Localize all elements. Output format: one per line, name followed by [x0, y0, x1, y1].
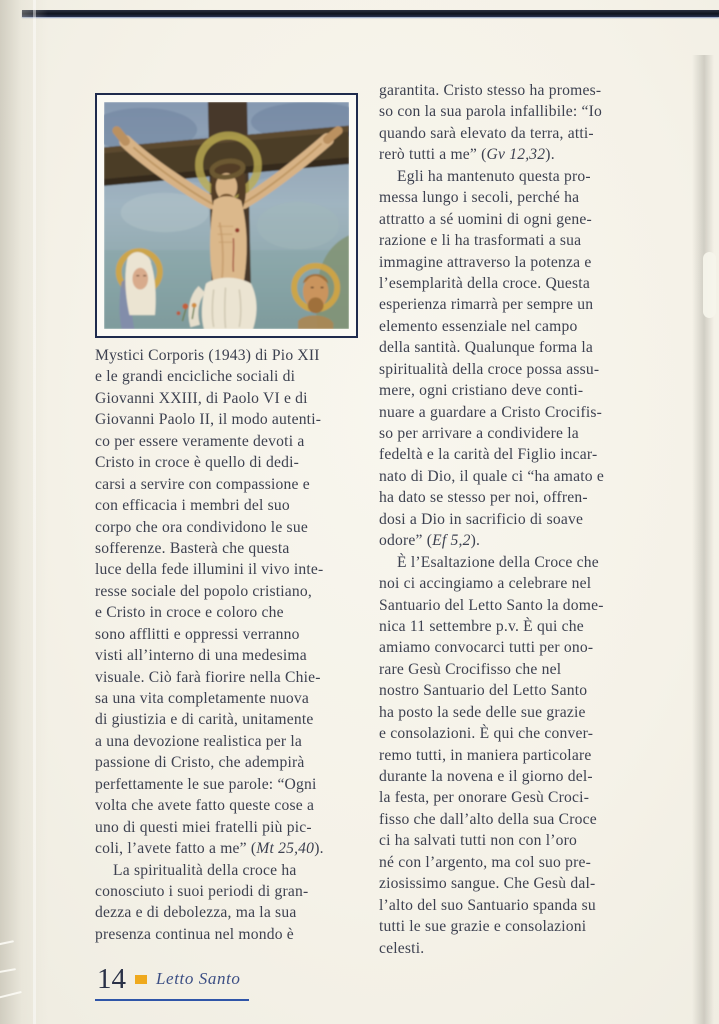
text-line: odore” (Ef 5,2). — [379, 532, 481, 550]
text-line: resse sociale del popolo cristiano, — [95, 582, 313, 600]
text-line: carsi a servire con compassione e — [95, 475, 310, 493]
text-line: conosciuto i suoi periodi di gran- — [95, 882, 309, 900]
text-line: visti all’interno di una medesima — [95, 647, 307, 665]
text-line: fedeltà e la carità del Figlio incar- — [379, 446, 598, 464]
text-line: uno di questi miei fratelli più pic- — [95, 818, 312, 836]
binding-curl-edge — [33, 0, 36, 1024]
text-line: fisso che dall’alto della sua Croce — [379, 810, 597, 828]
text-line: né con l’argento, ma col suo pre- — [379, 853, 591, 871]
text-line: noi ci accingiamo a celebrare nel — [379, 575, 592, 593]
text-line: sofferenze. Basterà che questa — [95, 539, 290, 557]
text-line: durante la novena e il giorno del- — [379, 768, 593, 785]
paragraph — [379, 166, 650, 552]
page-number: 14 — [97, 963, 126, 995]
text-line: La spiritualità della croce ha — [113, 861, 297, 879]
text-line: rare Gesù Crocifisso che nel — [379, 660, 562, 678]
paragraph — [95, 345, 360, 860]
text-line: ci ha salvati tutti non con l’oro — [379, 832, 578, 850]
text-line: Cristo in croce è quello di dedi- — [95, 454, 300, 472]
text-line: nica 11 settembre p.v. È qui che — [379, 617, 584, 635]
text-line: a una devozione realistica per la — [95, 732, 303, 750]
text-line: e Cristo in croce e coloro che — [95, 604, 284, 622]
text-line: spiritualità della croce possa assu- — [379, 360, 600, 378]
text-line: remo tutti, in maniera particolare — [379, 746, 592, 764]
text-line: corpo che ora condividono le sue — [95, 518, 308, 536]
footer-rule — [95, 964, 249, 1001]
text-line: dosi a Dio in sacrificio di soave — [379, 510, 584, 528]
paragraph — [379, 80, 650, 166]
orange-bullet-icon — [135, 975, 147, 984]
magazine-title: Letto Santo — [156, 969, 241, 988]
text-line: mere, ogni cristiano deve conti- — [379, 382, 584, 400]
text-line: ha dato se stesso per noi, offren- — [379, 489, 588, 507]
right-edge-shadow — [692, 55, 714, 1024]
paragraph — [379, 552, 650, 959]
text-line: esperienza rimarrà per sempre un — [379, 296, 594, 314]
text-line: garantita. Cristo stesso ha promes- — [379, 82, 602, 99]
text-line: celesti. — [379, 939, 425, 957]
text-line: coli, l’avete fatto a me” (Mt 25,40). — [95, 840, 324, 858]
text-line: tutti le sue grazie e consolazioni — [379, 918, 587, 936]
text-line: È l’Esaltazione della Croce che — [397, 553, 599, 571]
text-line: Mystici Corporis (1943) di Pio XII — [95, 347, 320, 364]
text-line: attratto a sé uomini di ogni gene- — [379, 210, 592, 228]
text-line: perfettamente le sue parole: “Ogni — [95, 775, 317, 793]
text-line: Giovanni XXIII, di Paolo VI e di — [95, 389, 308, 407]
right-edge-notch — [703, 252, 716, 318]
text-line: l’alto del suo Santuario spanda su — [379, 896, 596, 914]
text-line: co per essere veramente devoti a — [95, 432, 305, 450]
text-line: quando sarà elevato da terra, atti- — [379, 124, 594, 142]
binding-curl-shading — [0, 0, 48, 1024]
text-line: Giovanni Paolo II, il modo autenti- — [95, 411, 322, 429]
text-line: della santità. Qualunque forma la — [379, 339, 594, 357]
text-line: so con la sua parola infallibile: “Io — [379, 103, 603, 121]
text-line: presenza continua nel mondo è — [95, 925, 294, 943]
paragraph — [95, 860, 360, 946]
left-text-column — [95, 345, 360, 945]
text-line: nuare a guardare a Cristo Crocifis- — [379, 403, 603, 421]
text-line: Egli ha mantenuto questa pro- — [397, 167, 591, 185]
text-line: luce della fede illumini il vivo inte- — [95, 561, 324, 579]
text-line: la festa, per onorare Gesù Croci- — [379, 789, 590, 807]
text-line: ziosissimo sangue. Che Gesù dal- — [379, 875, 596, 893]
text-line: dezza e di debolezza, ma la sua — [95, 904, 297, 922]
crucifix-photo — [104, 102, 349, 329]
text-line: di giustizia e di carità, unitamente — [95, 711, 314, 729]
text-line: con efficacia i membri del suo — [95, 497, 290, 515]
text-line: so per arrivare a condividere la — [379, 425, 579, 442]
photo-frame — [95, 93, 358, 338]
right-text-column — [379, 80, 650, 959]
page-top-edge — [22, 10, 719, 17]
text-line: immagine attraverso la potenza e — [379, 253, 592, 271]
text-line: sa una vita completamente nuova — [95, 690, 310, 707]
text-line: visuale. Ciò farà fiorire nella Chie- — [95, 668, 321, 686]
text-line: nostro Santuario del Letto Santo — [379, 682, 588, 700]
text-line: sono afflitti e oppressi verranno — [95, 625, 300, 643]
text-line: e le grandi encicliche sociali di — [95, 368, 296, 386]
text-line: messa lungo i secoli, perché ha — [379, 189, 580, 207]
text-line: elemento essenziale nel campo — [379, 317, 578, 335]
text-line: nato di Dio, il quale ci “ha amato e — [379, 467, 605, 485]
text-line: razione e li ha trasformati a sua — [379, 232, 582, 250]
text-line: l’esemplarità della croce. Questa — [379, 274, 590, 292]
text-line: passione di Cristo, che adempirà — [95, 754, 305, 772]
text-line: Santuario del Letto Santo la dome- — [379, 596, 604, 614]
text-line: e consolazioni. È qui che conver- — [379, 725, 594, 743]
text-line: amiamo convocarci tutti per ono- — [379, 639, 594, 657]
text-line: ha posto la sede delle sue grazie — [379, 703, 586, 721]
footer — [95, 964, 249, 1001]
text-line: volta che avete fatto queste cose a — [95, 797, 315, 815]
text-line: rerò tutti a me” (Gv 12,32). — [379, 146, 555, 164]
